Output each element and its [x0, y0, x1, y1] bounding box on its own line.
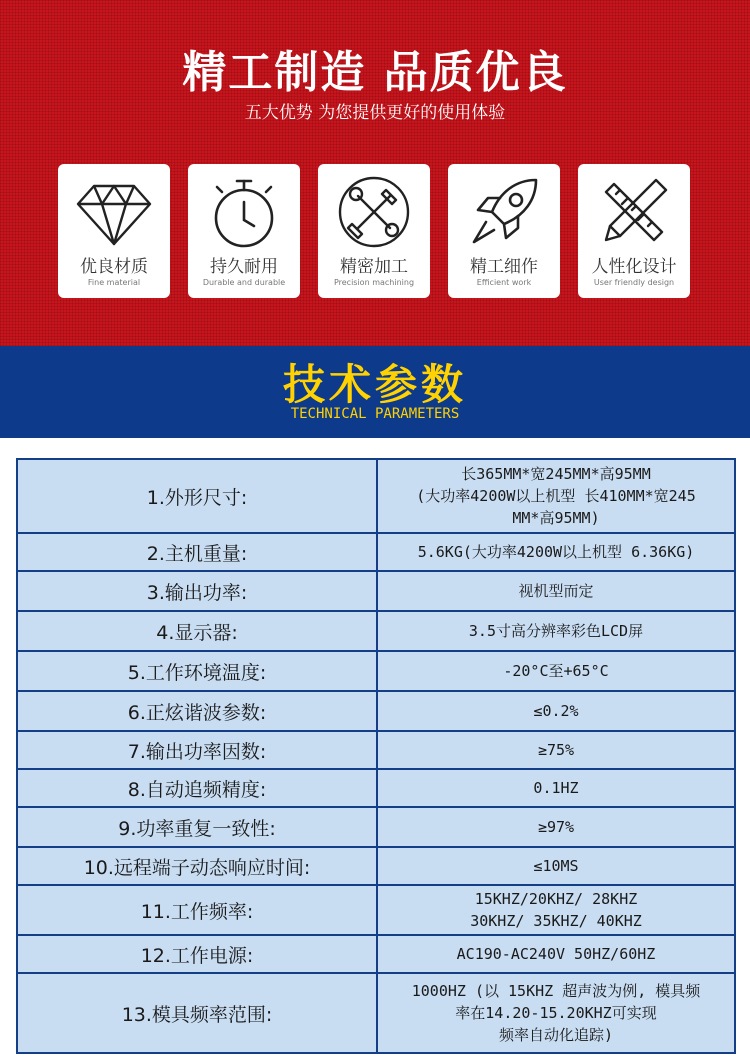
hero-section — [0, 0, 750, 346]
param-value — [377, 973, 735, 1053]
stopwatch-icon — [204, 172, 284, 252]
param-name: 5.工作环境温度: — [17, 651, 377, 691]
param-value: 视机型而定 — [377, 571, 735, 611]
feature-label: 优良材质 — [80, 257, 148, 277]
param-value: AC190-AC240V 50HZ/60HZ — [377, 935, 735, 973]
param-name: 6.正炫谐波参数: — [17, 691, 377, 731]
param-name: 13.模具频率范围: — [17, 973, 377, 1053]
table-row — [17, 769, 735, 807]
param-name: 12.工作电源: — [17, 935, 377, 973]
table-row — [17, 847, 735, 885]
ruler-pencil-icon — [594, 172, 674, 252]
param-name: 4.显示器: — [17, 611, 377, 651]
table-row — [17, 571, 735, 611]
table-row — [17, 651, 735, 691]
feature-label: 精密加工 — [340, 257, 408, 277]
table-row — [17, 611, 735, 651]
param-name: 10.远程端子动态响应时间: — [17, 847, 377, 885]
feature-card-efficient — [448, 164, 560, 298]
param-value: -20°C至+65°C — [377, 651, 735, 691]
section-subtitle: TECHNICAL PARAMETERS — [290, 406, 460, 422]
param-value: ≤0.2% — [377, 691, 735, 731]
param-value-line: 30KHZ/ 35KHZ/ 40KHZ — [470, 912, 642, 930]
param-name: 1.外形尺寸: — [17, 459, 377, 533]
feature-label: 人性化设计 — [591, 257, 677, 277]
param-value-line: 长365MM*宽245MM*高95MM — [461, 465, 651, 483]
feature-card-durable — [188, 164, 300, 298]
feature-list — [58, 164, 692, 298]
param-value: ≤10MS — [377, 847, 735, 885]
tools-icon — [334, 172, 414, 252]
param-value-line: 频率自动化追踪) — [498, 1026, 614, 1044]
feature-label: 持久耐用 — [210, 257, 278, 277]
hero-subtitle: 五大优势 为您提供更好的使用体验 — [244, 103, 506, 123]
section-banner — [0, 346, 750, 438]
section-title: 技术参数 — [282, 360, 467, 409]
param-value-line: (大功率4200W以上机型 长410MM*宽245 — [416, 487, 696, 505]
feature-card-precision — [318, 164, 430, 298]
feature-caption: User friendly design — [593, 278, 675, 287]
param-value: 3.5寸高分辨率彩色LCD屏 — [377, 611, 735, 651]
param-name: 3.输出功率: — [17, 571, 377, 611]
param-value: ≥97% — [377, 807, 735, 847]
diamond-icon — [74, 172, 154, 252]
feature-card-material — [58, 164, 170, 298]
table-row — [17, 973, 735, 1053]
table-row — [17, 731, 735, 769]
param-name: 2.主机重量: — [17, 533, 377, 571]
table-row — [17, 533, 735, 571]
param-value-line: 1000HZ (以 15KHZ 超声波为例, 模具频 — [411, 982, 701, 1000]
table-row — [17, 807, 735, 847]
param-value: 5.6KG(大功率4200W以上机型 6.36KG) — [377, 533, 735, 571]
table-row — [17, 885, 735, 935]
feature-caption: Efficient work — [476, 278, 532, 287]
param-name: 9.功率重复一致性: — [17, 807, 377, 847]
param-value — [377, 459, 735, 533]
table-row — [17, 691, 735, 731]
feature-caption: Fine material — [87, 278, 141, 287]
param-value-line: 15KHZ/20KHZ/ 28KHZ — [474, 890, 638, 908]
param-name: 7.输出功率因数: — [17, 731, 377, 769]
feature-label: 精工细作 — [470, 257, 538, 277]
param-value: ≥75% — [377, 731, 735, 769]
feature-card-design — [578, 164, 690, 298]
feature-caption: Durable and durable — [202, 278, 286, 287]
table-row — [17, 935, 735, 973]
param-name: 8.自动追频精度: — [17, 769, 377, 807]
feature-caption: Precision machining — [333, 278, 415, 287]
param-value-line: MM*高95MM) — [512, 509, 600, 527]
param-value: 0.1HZ — [377, 769, 735, 807]
param-value — [377, 885, 735, 935]
spec-table — [16, 458, 736, 1054]
param-value-line: 率在14.20-15.20KHZ可实现 — [455, 1004, 657, 1022]
table-row — [17, 459, 735, 533]
param-name: 11.工作频率: — [17, 885, 377, 935]
rocket-icon — [464, 172, 544, 252]
hero-title: 精工制造 品质优良 — [182, 47, 568, 98]
